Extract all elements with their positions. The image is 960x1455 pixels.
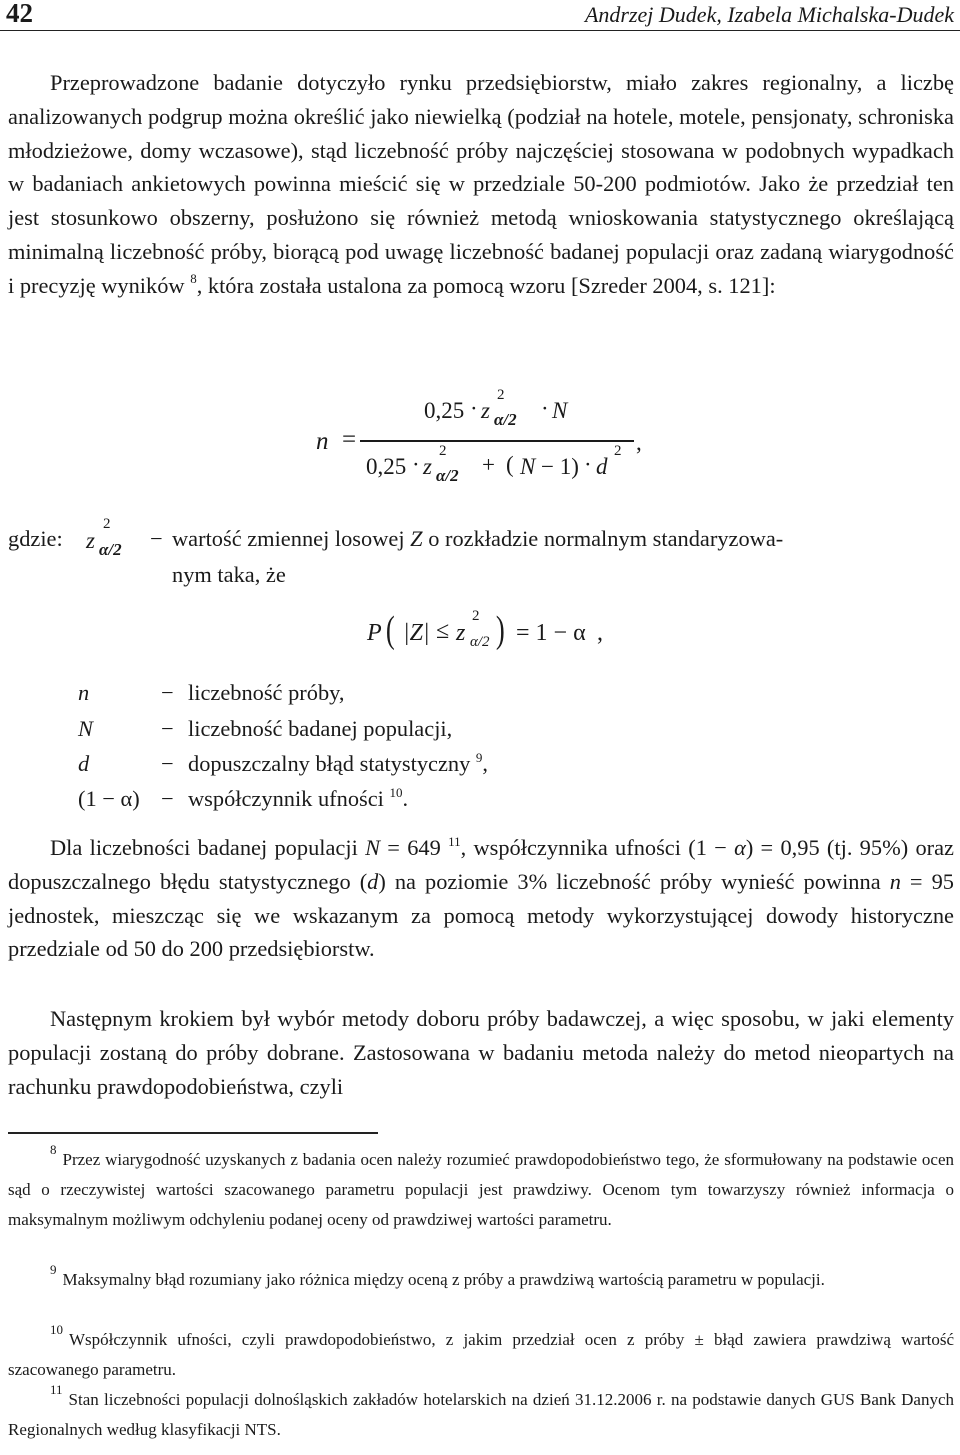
definition-text: liczebność próby, bbox=[188, 680, 345, 705]
running-head: Andrzej Dudek, Izabela Michalska-Dudek bbox=[584, 2, 954, 27]
footnote-text: Stan liczebności populacji dolnośląskich zakładów hotelarskich na dzień 31.12.2006 r. na podstawie danych GUS Bank Danych Regionalnych według klasyfikacji NTS. bbox=[8, 1390, 954, 1439]
denominator-dot: · bbox=[412, 452, 420, 477]
where-desc-1: wartość zmiennej losowej bbox=[172, 526, 405, 551]
denominator-plus: + bbox=[482, 452, 495, 477]
p2-text-1: Dla liczebności badanej populacji bbox=[50, 835, 366, 860]
numerator-alpha-half: α/2 bbox=[494, 410, 517, 429]
numerator-dot: · bbox=[470, 396, 478, 421]
footnote-ref-8[interactable]: 8 bbox=[190, 271, 197, 287]
where-Z: Z bbox=[410, 526, 423, 551]
fraction-bar bbox=[360, 440, 634, 442]
denominator-z-square: 2 bbox=[439, 443, 447, 459]
where-z: z bbox=[86, 528, 95, 553]
denominator-alpha-half: α/2 bbox=[436, 466, 459, 485]
prob-open-paren: ( bbox=[385, 609, 395, 651]
p2-text-2: = 649 bbox=[380, 835, 441, 860]
paragraph-intro-text-a: Przeprowadzone badanie dotyczyło rynku przedsiębiorstw, miało zakres regionalny, a liczbę analizowanych podgrup można określić jako niewielką (podział na hotele, motele, pensjonaty, schroniska młodzieżowe, domy wczasowe), stąd liczebność próby najczęściej stosowana w podobnych wypadkach w badaniach ankietowych powinna mieścić się w przedziale 50-200 podmiotów. Jako że przedział ten jest stosunkowo obszerny, posłużono się również metodą wnioskowania statystycznego określającą minimalną liczebność próby, biorącą pod uwagę liczebność badanej populacji oraz zadaną wiarygodność i precyzję wyników bbox=[8, 70, 954, 298]
numerator-dot-2: · bbox=[541, 396, 549, 421]
definition-text bbox=[188, 751, 488, 777]
definition-symbol: (1 − α) bbox=[78, 786, 140, 811]
denominator-coefficient: 0,25 bbox=[366, 454, 407, 479]
where-alpha-half: α/2 bbox=[99, 540, 122, 559]
footnote-8 bbox=[8, 1142, 954, 1235]
p2-n: n bbox=[889, 868, 901, 894]
p2-text-5: ) na poziomie 3% liczebność próby wynieść powinna bbox=[378, 868, 890, 894]
denominator-d: d bbox=[596, 454, 608, 479]
prob-z: z bbox=[456, 620, 466, 646]
definition-dash: − bbox=[161, 786, 174, 811]
definition-text-body: dopuszczalny błąd statystyczny bbox=[188, 751, 471, 776]
where-label: gdzie: bbox=[8, 526, 63, 551]
where-dash: − bbox=[150, 526, 163, 551]
formula-comma: , bbox=[636, 430, 642, 455]
footnote-9 bbox=[8, 1262, 954, 1295]
numerator-N: N bbox=[552, 398, 568, 423]
footnote-ref-10[interactable]: 10 bbox=[389, 784, 403, 800]
where-desc-2: o rozkładzie normalnym standaryzowa- bbox=[428, 526, 784, 551]
where-z-square: 2 bbox=[103, 516, 111, 532]
footnote-ref-9[interactable]: 9 bbox=[475, 749, 483, 765]
footnote-number: 10 bbox=[50, 1322, 63, 1338]
definition-n bbox=[78, 680, 89, 706]
definition-text bbox=[188, 786, 408, 812]
prob-rhs: = 1 − α bbox=[516, 620, 586, 646]
footnote-number: 9 bbox=[50, 1262, 57, 1278]
definition-text: liczebność badanej populacji, bbox=[188, 716, 453, 741]
denominator-d-square: 2 bbox=[614, 443, 622, 459]
prob-P: P bbox=[367, 620, 382, 646]
prob-comma: , bbox=[597, 620, 603, 646]
p2-text-3: , współczynnika ufności (1 − bbox=[460, 835, 735, 860]
definition-d bbox=[78, 751, 89, 777]
footnote-text: Maksymalny błąd rozumiany jako różnica między oceną z próby a prawdziwą wartością parametru w populacji. bbox=[62, 1270, 825, 1289]
numerator-z-square: 2 bbox=[497, 387, 505, 403]
definition-dash: − bbox=[161, 716, 174, 741]
definition-confidence bbox=[78, 786, 140, 812]
definition-symbol: N bbox=[78, 716, 93, 741]
p2-d: d bbox=[367, 868, 379, 894]
footnote-separator bbox=[8, 1132, 378, 1134]
definition-tail: . bbox=[402, 786, 409, 811]
prob-alpha-half: α/2 bbox=[470, 634, 490, 650]
prob-leq: ≤ bbox=[436, 618, 450, 644]
paragraph-intro-text-b: , która została ustalona za pomocą wzoru [Szreder 2004, s. 121]: bbox=[196, 272, 776, 298]
page-number: 42 bbox=[6, 0, 33, 28]
where-description-line-1 bbox=[172, 526, 783, 552]
denominator-minus-one: − 1) bbox=[541, 454, 579, 479]
footnote-number: 8 bbox=[50, 1142, 57, 1158]
p2-alpha: α bbox=[734, 835, 746, 860]
footnote-11 bbox=[8, 1382, 954, 1445]
denominator-paren: ( bbox=[506, 452, 514, 477]
page-header bbox=[0, 0, 960, 31]
footnote-number: 11 bbox=[50, 1382, 63, 1398]
footnote-text: Przez wiarygodność uzyskanych z badania ocen należy rozumieć prawdopodobieństwo tego, że sformułowany na podstawie ocen sąd o rzeczywistej wartości szacowanego parametru populacji jest prawdziwy. Ocenom tym towarzyszy również informacja o maksymalnym możliwym odchyleniu podanej oceny od prawdziwej wartości parametru. bbox=[8, 1150, 954, 1229]
footnote-10 bbox=[8, 1322, 954, 1385]
definition-N bbox=[78, 716, 93, 742]
paragraph-next-step: Następnym krokiem był wybór metody doboru próby badawczej, a więc sposobu, w jaki elementy populacji zostaną do próby dobrane. Zastosowana w badaniu metoda należy do metod nieopartych na rachunku prawdopodobieństwa, czyli bbox=[8, 1006, 954, 1099]
definition-dash: − bbox=[161, 751, 174, 776]
formula-n: n bbox=[316, 428, 329, 455]
paragraph-intro bbox=[8, 66, 954, 303]
numerator-z: z bbox=[481, 398, 490, 423]
definition-tail: , bbox=[482, 751, 489, 776]
p2-text-6: = 95 jednostek, mieszcząc się we wskazanym za pomocą metody wykorzystującej dowody historyczne przedziale od 50 do 200 przedsiębiorstw. bbox=[8, 868, 954, 962]
footnote-text: Współczynnik ufności, czyli prawdopodobieństwo, z jakim przedział ocen z próby ± błąd zawiera prawdziwą wartość szacowanego parametru. bbox=[8, 1330, 954, 1379]
p2-text-4: ) = 0,95 (tj. 95%) oraz dopuszczalnego błędu statystycznego ( bbox=[8, 835, 954, 894]
where-description-line-2: nym taka, że bbox=[172, 562, 286, 587]
definition-symbol: n bbox=[78, 680, 90, 705]
definition-symbol: d bbox=[78, 751, 90, 776]
definition-text-body: współczynnik ufności bbox=[188, 786, 384, 811]
paragraph-sample-size bbox=[8, 831, 954, 966]
p2-N: N bbox=[365, 835, 381, 860]
prob-z-square: 2 bbox=[472, 608, 480, 624]
definition-dash: − bbox=[161, 680, 174, 705]
prob-abs-Z: |Z| bbox=[403, 620, 430, 646]
denominator-dot-2: · bbox=[584, 452, 592, 477]
denominator-z: z bbox=[423, 454, 432, 479]
prob-close-paren: ) bbox=[495, 609, 505, 651]
denominator-N: N bbox=[520, 454, 536, 479]
formula-equals: = bbox=[342, 426, 357, 453]
footnote-ref-11[interactable]: 11 bbox=[448, 833, 461, 849]
numerator-coefficient: 0,25 bbox=[424, 398, 465, 423]
